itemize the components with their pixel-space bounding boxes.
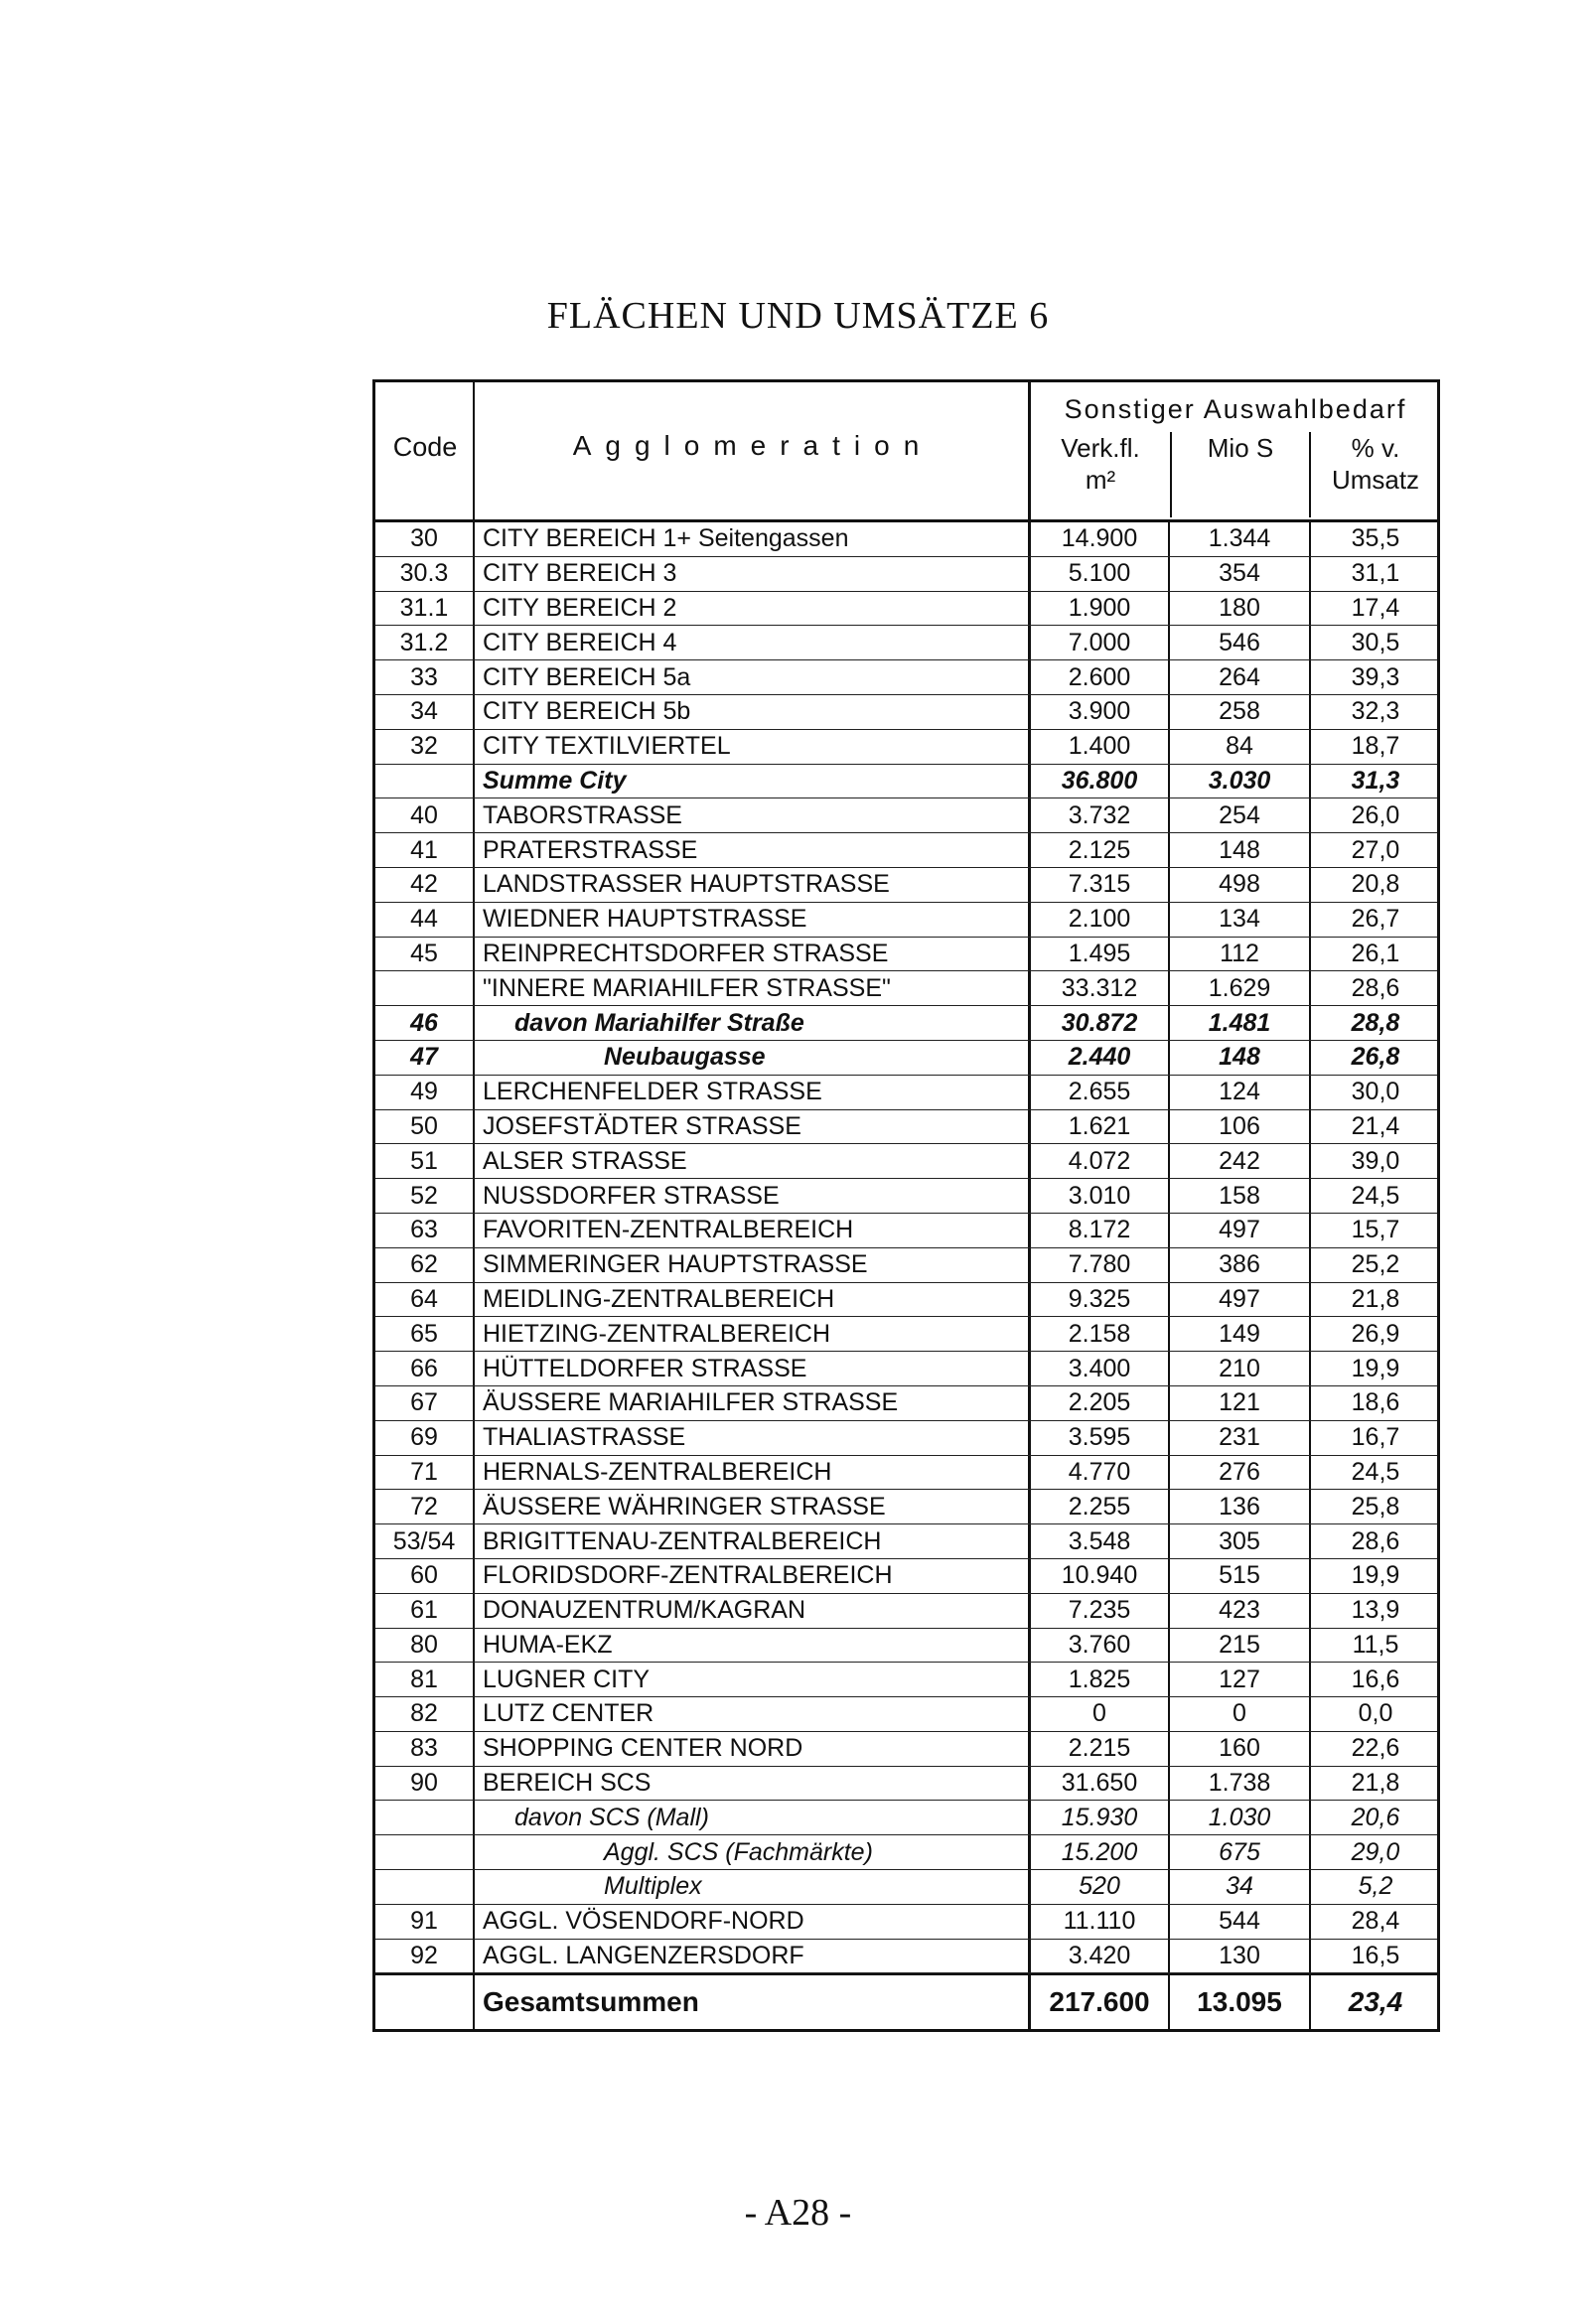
row-name: CITY BEREICH 5b bbox=[475, 695, 1031, 729]
row-verk: 14.900 bbox=[1031, 522, 1170, 556]
row-verk: 7.780 bbox=[1031, 1248, 1170, 1282]
row-pct: 5,2 bbox=[1358, 1872, 1393, 1901]
row-name: PRATERSTRASSE bbox=[475, 833, 1031, 867]
row-pct: 15,7 bbox=[1351, 1216, 1400, 1244]
row-name: CITY BEREICH 5a bbox=[475, 660, 1031, 694]
row-verk: 2.100 bbox=[1031, 903, 1170, 937]
row-code: 52 bbox=[375, 1179, 475, 1213]
row-name: JOSEFSTÄDTER STRASSE bbox=[475, 1110, 1031, 1144]
row-pct: 28,8 bbox=[1351, 1008, 1400, 1037]
row-code: 69 bbox=[375, 1421, 475, 1455]
table-row bbox=[375, 1801, 1437, 1835]
row-code: 34 bbox=[375, 695, 475, 729]
row-pct: 28,4 bbox=[1351, 1907, 1400, 1936]
total-label: Gesamtsummen bbox=[475, 1975, 1031, 2029]
row-name: LUTZ CENTER bbox=[475, 1697, 1031, 1731]
row-name: Multiplex bbox=[475, 1870, 1031, 1904]
row-verk: 8.172 bbox=[1031, 1214, 1170, 1247]
row-pct: 19,9 bbox=[1351, 1561, 1400, 1590]
row-pct: 25,2 bbox=[1351, 1250, 1400, 1279]
row-code: 60 bbox=[375, 1559, 475, 1593]
row-code: 91 bbox=[375, 1905, 475, 1939]
row-name: WIEDNER HAUPTSTRASSE bbox=[475, 903, 1031, 937]
row-verk: 7.235 bbox=[1031, 1594, 1170, 1628]
row-verk: 7.315 bbox=[1031, 868, 1170, 902]
row-verk: 3.548 bbox=[1031, 1524, 1170, 1558]
row-name: LUGNER CITY bbox=[475, 1663, 1031, 1696]
table-row bbox=[375, 765, 1437, 799]
row-mio: 423 bbox=[1170, 1594, 1311, 1628]
row-name: SIMMERINGER HAUPTSTRASSE bbox=[475, 1248, 1031, 1282]
table-row bbox=[375, 938, 1437, 972]
row-verk: 15.930 bbox=[1031, 1801, 1170, 1834]
row-name: CITY BEREICH 1+ Seitengassen bbox=[475, 522, 1031, 556]
row-verk: 2.655 bbox=[1031, 1076, 1170, 1109]
row-verk: 2.205 bbox=[1031, 1386, 1170, 1420]
row-name: ÄUSSERE MARIAHILFER STRASSE bbox=[475, 1386, 1031, 1420]
table-row bbox=[375, 1110, 1437, 1145]
row-mio: 1.738 bbox=[1170, 1767, 1311, 1801]
row-pct: 21,8 bbox=[1351, 1284, 1400, 1313]
row-code: 83 bbox=[375, 1732, 475, 1766]
row-name: LANDSTRASSER HAUPTSTRASSE bbox=[475, 868, 1031, 902]
row-mio: 515 bbox=[1170, 1559, 1311, 1593]
row-name: AGGL. LANGENZERSDORF bbox=[475, 1940, 1031, 1973]
row-verk: 3.400 bbox=[1031, 1352, 1170, 1385]
table-row bbox=[375, 1179, 1437, 1214]
row-name: davon Mariahilfer Straße bbox=[475, 1006, 1031, 1040]
row-pct: 28,6 bbox=[1351, 973, 1400, 1002]
row-code bbox=[375, 765, 475, 798]
row-code: 64 bbox=[375, 1283, 475, 1317]
table-row bbox=[375, 1663, 1437, 1697]
row-pct: 17,4 bbox=[1351, 593, 1400, 622]
row-mio: 1.629 bbox=[1170, 971, 1311, 1005]
row-name: TABORSTRASSE bbox=[475, 798, 1031, 832]
row-verk: 31.650 bbox=[1031, 1767, 1170, 1801]
table-row bbox=[375, 1283, 1437, 1318]
row-mio: 497 bbox=[1170, 1214, 1311, 1247]
row-name: FAVORITEN-ZENTRALBEREICH bbox=[475, 1214, 1031, 1247]
row-mio: 136 bbox=[1170, 1490, 1311, 1523]
row-mio: 124 bbox=[1170, 1076, 1311, 1109]
header-pct: % v. Umsatz bbox=[1331, 433, 1420, 495]
row-mio: 354 bbox=[1170, 557, 1311, 591]
row-pct: 22,6 bbox=[1351, 1734, 1400, 1763]
row-code: 49 bbox=[375, 1076, 475, 1109]
row-pct: 16,6 bbox=[1351, 1665, 1400, 1693]
table-row bbox=[375, 903, 1437, 938]
row-mio: 497 bbox=[1170, 1283, 1311, 1317]
row-code: 61 bbox=[375, 1594, 475, 1628]
table-row bbox=[375, 1732, 1437, 1767]
row-pct: 27,0 bbox=[1351, 835, 1400, 864]
table-row bbox=[375, 1870, 1437, 1905]
row-mio: 544 bbox=[1170, 1905, 1311, 1939]
row-code: 66 bbox=[375, 1352, 475, 1385]
row-code: 72 bbox=[375, 1490, 475, 1523]
row-verk: 33.312 bbox=[1031, 971, 1170, 1005]
row-code: 44 bbox=[375, 903, 475, 937]
row-verk: 2.215 bbox=[1031, 1732, 1170, 1766]
row-name: ÄUSSERE WÄHRINGER STRASSE bbox=[475, 1490, 1031, 1523]
row-pct: 18,7 bbox=[1351, 732, 1400, 761]
row-name: CITY BEREICH 4 bbox=[475, 626, 1031, 659]
header-code: Code bbox=[392, 432, 458, 462]
row-name: "INNERE MARIAHILFER STRASSE" bbox=[475, 971, 1031, 1005]
table-row bbox=[375, 1317, 1437, 1352]
table-row bbox=[375, 1456, 1437, 1491]
table-row bbox=[375, 660, 1437, 695]
table-row bbox=[375, 1386, 1437, 1421]
row-pct: 29,0 bbox=[1351, 1837, 1400, 1866]
row-pct: 0,0 bbox=[1358, 1699, 1393, 1728]
row-code: 63 bbox=[375, 1214, 475, 1247]
row-verk: 5.100 bbox=[1031, 557, 1170, 591]
row-code: 81 bbox=[375, 1663, 475, 1696]
row-name: Neubaugasse bbox=[475, 1041, 1031, 1075]
row-code: 50 bbox=[375, 1110, 475, 1144]
row-code: 47 bbox=[375, 1041, 475, 1075]
table-row bbox=[375, 1248, 1437, 1283]
row-verk: 30.872 bbox=[1031, 1006, 1170, 1040]
row-code: 65 bbox=[375, 1317, 475, 1351]
row-mio: 305 bbox=[1170, 1524, 1311, 1558]
row-verk: 2.125 bbox=[1031, 833, 1170, 867]
row-pct: 21,4 bbox=[1351, 1111, 1400, 1140]
row-name: SHOPPING CENTER NORD bbox=[475, 1732, 1031, 1766]
row-name: THALIASTRASSE bbox=[475, 1421, 1031, 1455]
row-mio: 1.344 bbox=[1170, 522, 1311, 556]
table-row bbox=[375, 1421, 1437, 1456]
table-row bbox=[375, 1835, 1437, 1870]
row-pct: 31,1 bbox=[1351, 559, 1400, 588]
row-name: ALSER STRASSE bbox=[475, 1144, 1031, 1178]
table-row bbox=[375, 1940, 1437, 1974]
row-verk: 2.600 bbox=[1031, 660, 1170, 694]
row-mio: 127 bbox=[1170, 1663, 1311, 1696]
table-body bbox=[375, 522, 1437, 1973]
row-mio: 264 bbox=[1170, 660, 1311, 694]
row-mio: 675 bbox=[1170, 1835, 1311, 1869]
row-mio: 1.481 bbox=[1170, 1006, 1311, 1040]
row-mio: 258 bbox=[1170, 695, 1311, 729]
row-pct: 26,0 bbox=[1351, 800, 1400, 829]
row-name: BRIGITTENAU-ZENTRALBEREICH bbox=[475, 1524, 1031, 1558]
row-mio: 1.030 bbox=[1170, 1801, 1311, 1834]
row-name: davon SCS (Mall) bbox=[475, 1801, 1031, 1834]
row-name: NUSSDORFER STRASSE bbox=[475, 1179, 1031, 1213]
row-mio: 34 bbox=[1170, 1870, 1311, 1904]
row-pct: 24,5 bbox=[1351, 1181, 1400, 1210]
row-verk: 2.255 bbox=[1031, 1490, 1170, 1523]
row-name: DONAUZENTRUM/KAGRAN bbox=[475, 1594, 1031, 1628]
row-mio: 242 bbox=[1170, 1144, 1311, 1178]
row-mio: 3.030 bbox=[1170, 765, 1311, 798]
row-name: HÜTTELDORFER STRASSE bbox=[475, 1352, 1031, 1385]
row-verk: 10.940 bbox=[1031, 1559, 1170, 1593]
row-pct: 16,7 bbox=[1351, 1423, 1400, 1452]
row-name: Aggl. SCS (Fachmärkte) bbox=[475, 1835, 1031, 1869]
row-mio: 386 bbox=[1170, 1248, 1311, 1282]
row-mio: 276 bbox=[1170, 1456, 1311, 1490]
row-pct: 39,0 bbox=[1351, 1146, 1400, 1175]
row-name: FLORIDSDORF-ZENTRALBEREICH bbox=[475, 1559, 1031, 1593]
header-mio: Mio S bbox=[1170, 432, 1311, 517]
header-verk: Verk.fl. m² bbox=[1061, 433, 1140, 495]
row-code: 41 bbox=[375, 833, 475, 867]
row-verk: 2.158 bbox=[1031, 1317, 1170, 1351]
row-mio: 130 bbox=[1170, 1940, 1311, 1973]
row-verk: 11.110 bbox=[1031, 1905, 1170, 1939]
row-verk: 3.420 bbox=[1031, 1940, 1170, 1973]
row-mio: 0 bbox=[1170, 1697, 1311, 1731]
row-pct: 13,9 bbox=[1351, 1596, 1400, 1625]
row-mio: 546 bbox=[1170, 626, 1311, 659]
row-name: CITY TEXTILVIERTEL bbox=[475, 730, 1031, 764]
row-code: 80 bbox=[375, 1629, 475, 1663]
table-row bbox=[375, 971, 1437, 1006]
row-code: 51 bbox=[375, 1144, 475, 1178]
row-code: 90 bbox=[375, 1767, 475, 1801]
row-code: 53/54 bbox=[375, 1524, 475, 1558]
row-name: LERCHENFELDER STRASSE bbox=[475, 1076, 1031, 1109]
table-row bbox=[375, 1041, 1437, 1076]
row-name: CITY BEREICH 2 bbox=[475, 592, 1031, 626]
row-verk: 9.325 bbox=[1031, 1283, 1170, 1317]
row-mio: 231 bbox=[1170, 1421, 1311, 1455]
row-verk: 3.010 bbox=[1031, 1179, 1170, 1213]
row-pct: 20,8 bbox=[1351, 870, 1400, 899]
row-name: BEREICH SCS bbox=[475, 1767, 1031, 1801]
table-row bbox=[375, 1006, 1437, 1041]
row-code: 42 bbox=[375, 868, 475, 902]
row-verk: 7.000 bbox=[1031, 626, 1170, 659]
row-code: 62 bbox=[375, 1248, 475, 1282]
row-code: 40 bbox=[375, 798, 475, 832]
row-name: REINPRECHTSDORFER STRASSE bbox=[475, 938, 1031, 971]
row-name: AGGL. VÖSENDORF-NORD bbox=[475, 1905, 1031, 1939]
row-pct: 26,8 bbox=[1351, 1043, 1400, 1072]
row-verk: 1.495 bbox=[1031, 938, 1170, 971]
table-row bbox=[375, 1767, 1437, 1802]
row-pct: 24,5 bbox=[1351, 1457, 1400, 1486]
row-mio: 106 bbox=[1170, 1110, 1311, 1144]
row-pct: 26,7 bbox=[1351, 905, 1400, 934]
row-mio: 112 bbox=[1170, 938, 1311, 971]
row-code: 92 bbox=[375, 1940, 475, 1973]
row-mio: 149 bbox=[1170, 1317, 1311, 1351]
data-table bbox=[372, 379, 1440, 2032]
table-row bbox=[375, 1559, 1437, 1594]
row-verk: 15.200 bbox=[1031, 1835, 1170, 1869]
row-code bbox=[375, 1801, 475, 1834]
row-code: 46 bbox=[375, 1006, 475, 1040]
row-code: 32 bbox=[375, 730, 475, 764]
total-mio: 13.095 bbox=[1170, 1975, 1311, 2029]
page-number: - A28 - bbox=[744, 2192, 852, 2234]
row-code: 30.3 bbox=[375, 557, 475, 591]
row-mio: 121 bbox=[1170, 1386, 1311, 1420]
row-mio: 84 bbox=[1170, 730, 1311, 764]
table-row bbox=[375, 1905, 1437, 1940]
row-mio: 158 bbox=[1170, 1179, 1311, 1213]
row-pct: 18,6 bbox=[1351, 1388, 1400, 1417]
row-code: 82 bbox=[375, 1697, 475, 1731]
row-mio: 215 bbox=[1170, 1629, 1311, 1663]
row-pct: 19,9 bbox=[1351, 1354, 1400, 1382]
table-row bbox=[375, 1490, 1437, 1524]
table-row bbox=[375, 1697, 1437, 1732]
row-mio: 148 bbox=[1170, 833, 1311, 867]
table-row bbox=[375, 868, 1437, 903]
row-name: HERNALS-ZENTRALBEREICH bbox=[475, 1456, 1031, 1490]
row-mio: 180 bbox=[1170, 592, 1311, 626]
row-code: 71 bbox=[375, 1456, 475, 1490]
table-row bbox=[375, 626, 1437, 660]
row-pct: 30,0 bbox=[1351, 1078, 1400, 1106]
row-code bbox=[375, 1870, 475, 1904]
row-verk: 4.072 bbox=[1031, 1144, 1170, 1178]
row-verk: 3.732 bbox=[1031, 798, 1170, 832]
row-verk: 1.825 bbox=[1031, 1663, 1170, 1696]
row-pct: 26,9 bbox=[1351, 1319, 1400, 1348]
table-row bbox=[375, 1214, 1437, 1248]
header-agglomeration: Agglomeration bbox=[572, 430, 934, 461]
row-pct: 16,5 bbox=[1351, 1942, 1400, 1970]
table-row bbox=[375, 833, 1437, 868]
row-mio: 498 bbox=[1170, 868, 1311, 902]
row-code: 45 bbox=[375, 938, 475, 971]
row-verk: 520 bbox=[1031, 1870, 1170, 1904]
row-verk: 2.440 bbox=[1031, 1041, 1170, 1075]
row-name: HIETZING-ZENTRALBEREICH bbox=[475, 1317, 1031, 1351]
table-row bbox=[375, 522, 1437, 557]
table-row bbox=[375, 695, 1437, 730]
table-row bbox=[375, 1524, 1437, 1559]
row-code: 31.2 bbox=[375, 626, 475, 659]
row-code: 33 bbox=[375, 660, 475, 694]
row-pct: 30,5 bbox=[1351, 628, 1400, 656]
row-verk: 3.760 bbox=[1031, 1629, 1170, 1663]
row-code bbox=[375, 1835, 475, 1869]
row-pct: 32,3 bbox=[1351, 697, 1400, 726]
header-group: Sonstiger Auswahlbedarf bbox=[1064, 394, 1407, 424]
row-code: 67 bbox=[375, 1386, 475, 1420]
row-verk: 4.770 bbox=[1031, 1456, 1170, 1490]
row-code: 30 bbox=[375, 522, 475, 556]
table-row bbox=[375, 557, 1437, 592]
row-pct: 39,3 bbox=[1351, 662, 1400, 691]
row-pct: 35,5 bbox=[1351, 524, 1400, 553]
row-mio: 134 bbox=[1170, 903, 1311, 937]
table-row bbox=[375, 1076, 1437, 1110]
row-verk: 1.400 bbox=[1031, 730, 1170, 764]
table-row bbox=[375, 1352, 1437, 1386]
table-row bbox=[375, 1629, 1437, 1664]
row-code bbox=[375, 971, 475, 1005]
row-mio: 160 bbox=[1170, 1732, 1311, 1766]
row-verk: 1.900 bbox=[1031, 592, 1170, 626]
table-row bbox=[375, 798, 1437, 833]
page-title: FLÄCHEN UND UMSÄTZE 6 bbox=[546, 295, 1050, 337]
row-mio: 210 bbox=[1170, 1352, 1311, 1385]
row-verk: 3.595 bbox=[1031, 1421, 1170, 1455]
row-verk: 3.900 bbox=[1031, 695, 1170, 729]
table-row bbox=[375, 730, 1437, 765]
row-mio: 254 bbox=[1170, 798, 1311, 832]
row-name: HUMA-EKZ bbox=[475, 1629, 1031, 1663]
table-row bbox=[375, 1594, 1437, 1629]
row-mio: 148 bbox=[1170, 1041, 1311, 1075]
row-name: CITY BEREICH 3 bbox=[475, 557, 1031, 591]
row-pct: 20,6 bbox=[1351, 1803, 1400, 1831]
row-pct: 21,8 bbox=[1351, 1769, 1400, 1798]
row-pct: 25,8 bbox=[1351, 1492, 1400, 1521]
row-pct: 11,5 bbox=[1352, 1630, 1399, 1659]
row-name: MEIDLING-ZENTRALBEREICH bbox=[475, 1283, 1031, 1317]
row-pct: 31,3 bbox=[1351, 766, 1400, 795]
row-verk: 1.621 bbox=[1031, 1110, 1170, 1144]
row-pct: 28,6 bbox=[1351, 1526, 1400, 1555]
row-verk: 0 bbox=[1031, 1697, 1170, 1731]
row-pct: 26,1 bbox=[1351, 939, 1400, 967]
total-pct: 23,4 bbox=[1348, 1986, 1403, 2018]
row-code: 31.1 bbox=[375, 592, 475, 626]
total-row bbox=[375, 1973, 1437, 2029]
row-name: Summe City bbox=[475, 765, 1031, 798]
table-row bbox=[375, 1144, 1437, 1179]
row-verk: 36.800 bbox=[1031, 765, 1170, 798]
total-verk: 217.600 bbox=[1031, 1975, 1170, 2029]
table-header bbox=[375, 382, 1437, 522]
table-row bbox=[375, 592, 1437, 627]
